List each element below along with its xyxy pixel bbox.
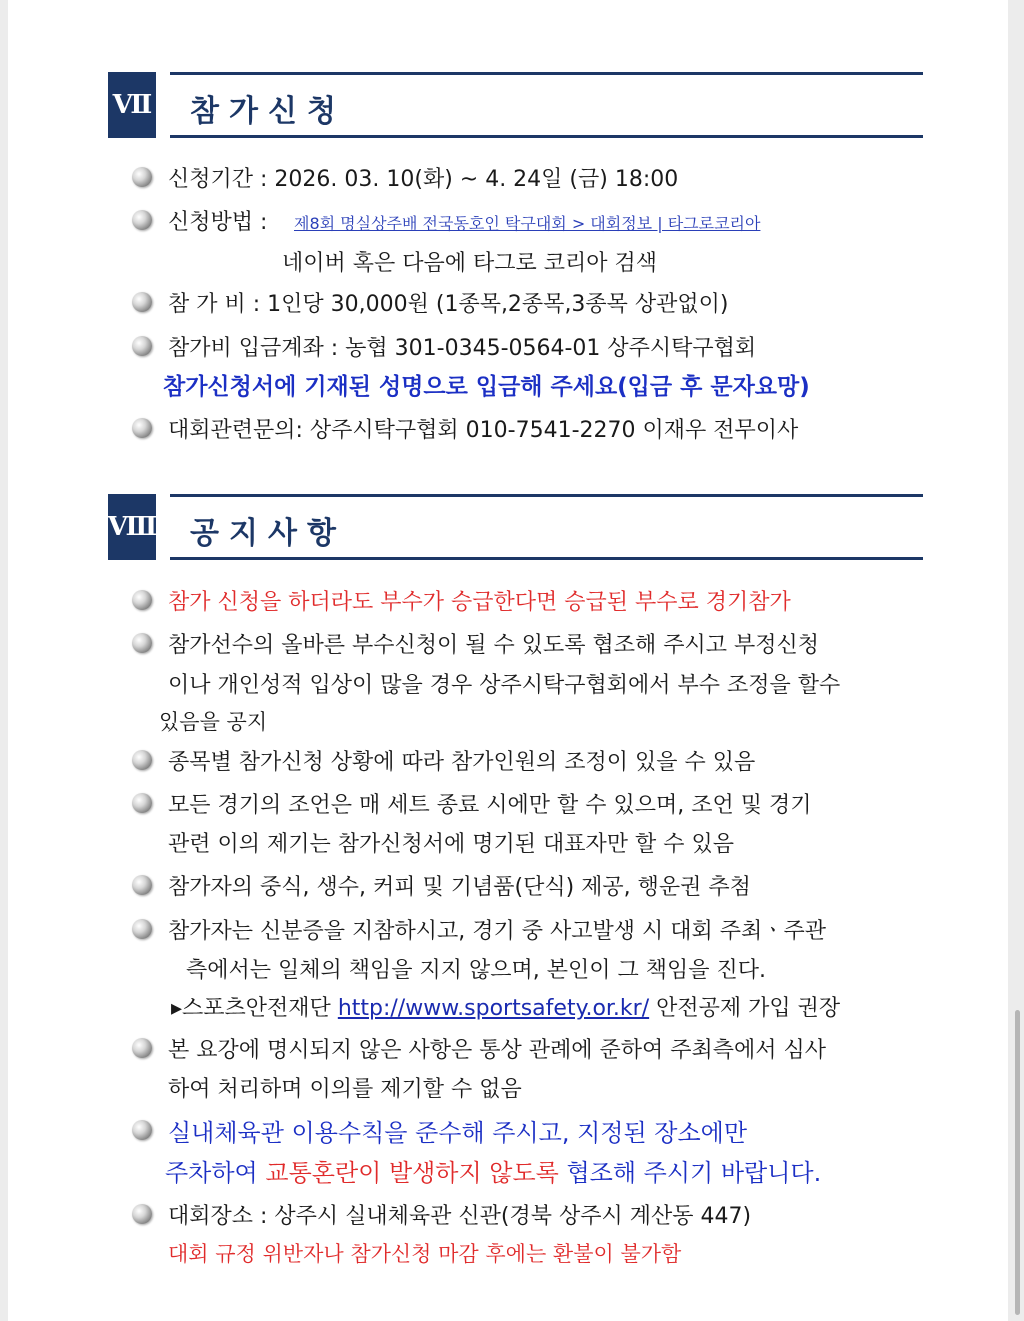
scrollbar[interactable]	[1015, 1010, 1020, 1315]
bullet-icon	[132, 1204, 152, 1224]
notice-9-text: 대회장소 : 상주시 실내체육관 신관(경북 상주시 계산동 447)	[168, 1204, 752, 1229]
notice-6-line-2: 측에서는 일체의 책임을 지지 않으며, 본인이 그 책임을 진다.	[186, 958, 766, 983]
bullet-icon	[132, 1120, 152, 1140]
notice-7-line-1: 본 요강에 명시되지 않은 사항은 통상 관례에 준하여 주최측에서 심사	[168, 1038, 826, 1063]
notice-2-line-2: 이나 개인성적 입상이 많을 경우 상주시탁구협회에서 부수 조정을 할수	[168, 673, 841, 698]
notice-8-part-b: 교통혼란이 발생하지 않도록	[265, 1159, 559, 1187]
bullet-icon	[132, 1038, 152, 1058]
header-rule-bottom	[170, 557, 923, 560]
bullet-icon	[132, 292, 152, 312]
notice-7-line-2: 하여 처리하며 이의를 제기할 수 없음	[168, 1077, 522, 1102]
notice-6-line-3	[171, 991, 840, 1022]
bullet-icon	[132, 750, 152, 770]
notice-6-prefix: ▸스포츠안전재단	[171, 996, 331, 1021]
notice-3-text: 종목별 참가신청 상황에 따라 참가인원의 조정이 있을 수 있음	[168, 750, 756, 775]
section-8-title: 공지사항	[190, 516, 346, 551]
period-text: 신청기간 : 2026. 03. 10(화) ~ 4. 24일 (금) 18:00	[168, 167, 679, 192]
bullet-icon	[132, 875, 152, 895]
section-8-numeral: Ⅷ	[108, 494, 156, 560]
section-7-title: 참가신청	[190, 94, 346, 129]
bullet-icon	[132, 633, 152, 653]
notice-8-line-1: 실내체육관 이용수칙을 준수해 주시고, 지정된 장소에만	[168, 1119, 748, 1147]
bullet-icon	[132, 590, 152, 610]
method-note: 네이버 혹은 다음에 타그로 코리아 검색	[282, 251, 657, 276]
bullet-icon	[132, 793, 152, 813]
bullet-icon	[132, 167, 152, 187]
notice-6-line-1: 참가자는 신분증을 지참하시고, 경기 중 사고발생 시 대회 주최ㆍ주관	[168, 919, 826, 944]
notice-2-line-3: 있음을 공지	[159, 710, 268, 734]
notice-6-suffix: 안전공제 가입 권장	[656, 996, 841, 1021]
notice-1-text: 참가 신청을 하더라도 부수가 승급한다면 승급된 부수로 경기참가	[168, 590, 791, 615]
notice-8-part-c: 협조해 주시기 바랍니다.	[566, 1159, 822, 1187]
header-rule-top	[170, 494, 923, 497]
notice-5-text: 참가자의 중식, 생수, 커피 및 기념품(단식) 제공, 행운권 추첨	[168, 875, 751, 900]
section-7-numeral: Ⅶ	[108, 72, 156, 138]
notice-8-line-2	[165, 1153, 821, 1188]
section-8-header	[108, 494, 923, 560]
inquiry-text: 대회관련문의: 상주시탁구협회 010-7541-2270 이재우 전무이사	[168, 418, 799, 443]
method-link[interactable]: 제8회 명실상주배 전국동호인 탁구대회 > 대회정보 | 타그로코리아	[294, 214, 761, 233]
document-page	[8, 0, 1008, 1321]
bullet-icon	[132, 418, 152, 438]
notice-4-line-1: 모든 경기의 조언은 매 세트 종료 시에만 할 수 있으며, 조언 및 경기	[168, 793, 812, 818]
method-label: 신청방법 :	[168, 210, 268, 235]
header-rule-bottom	[170, 135, 923, 138]
bullet-icon	[132, 336, 152, 356]
bullet-icon	[132, 210, 152, 230]
notice-2-line-1: 참가선수의 올바른 부수신청이 될 수 있도록 협조해 주시고 부정신청	[168, 633, 820, 658]
section-7-header	[108, 72, 923, 138]
account-note: 참가신청서에 기재된 성명으로 입금해 주세요(입금 후 문자요망)	[163, 374, 810, 400]
sportsafety-link[interactable]: http://www.sportsafety.or.kr/	[337, 996, 650, 1021]
notice-4-line-2: 관련 이의 제기는 참가신청서에 명기된 대표자만 할 수 있음	[168, 832, 734, 857]
fee-text: 참 가 비 : 1인당 30,000원 (1종목,2종목,3종목 상관없이)	[168, 292, 729, 317]
header-rule-top	[170, 72, 923, 75]
notice-8-part-a: 주차하여	[165, 1159, 258, 1187]
notice-9-note: 대회 규정 위반자나 참가신청 마감 후에는 환불이 불가함	[168, 1242, 682, 1266]
bullet-icon	[132, 919, 152, 939]
account-text: 참가비 입금계좌 : 농협 301-0345-0564-01 상주시탁구협회	[168, 336, 757, 361]
